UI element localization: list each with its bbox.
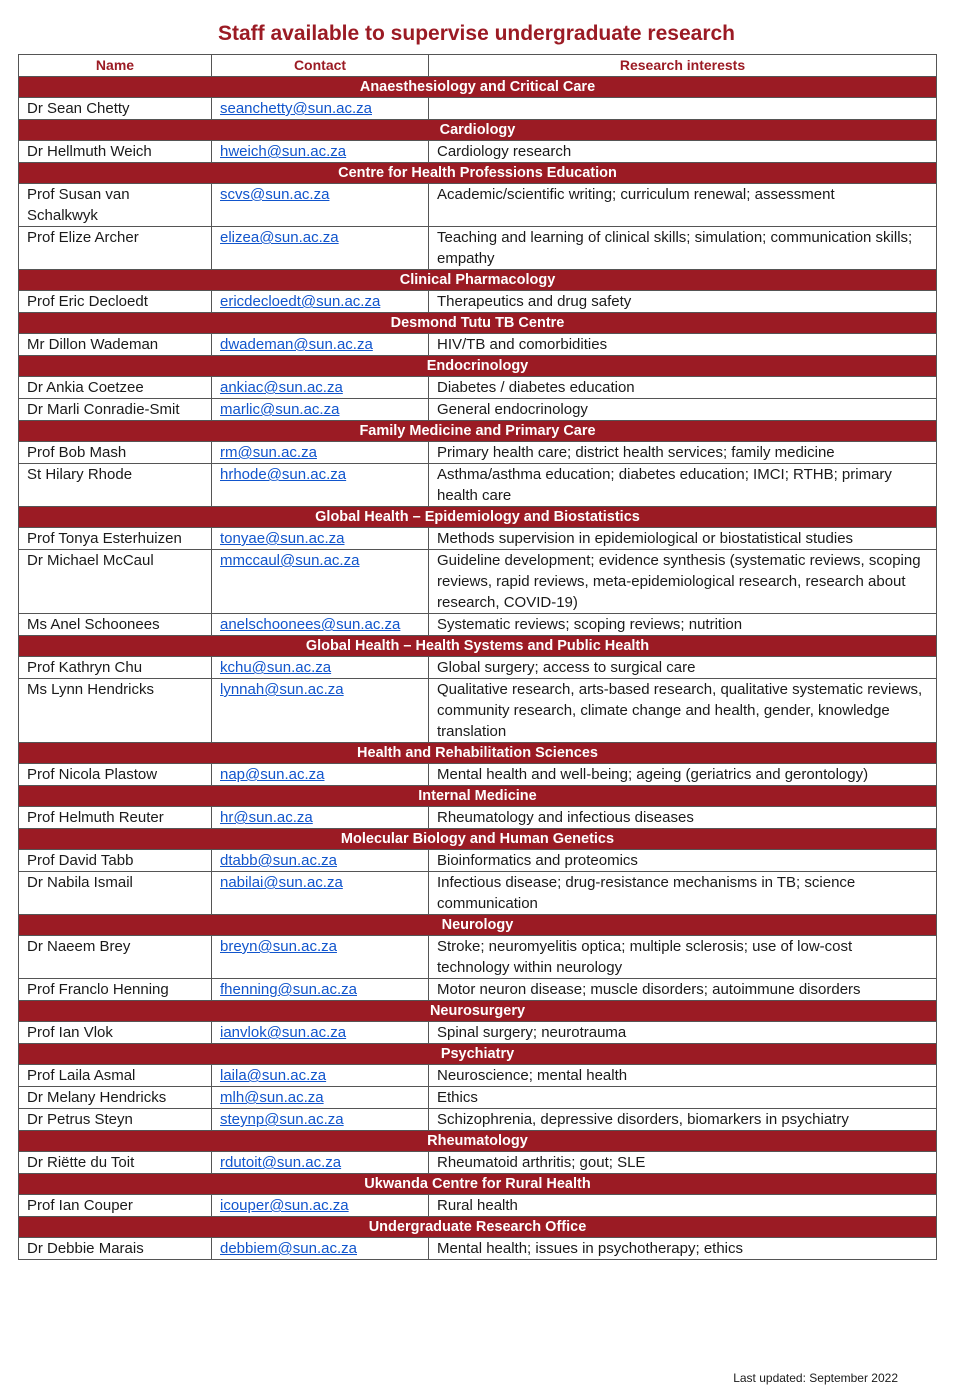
section-row <box>19 77 937 98</box>
section-row <box>19 507 937 528</box>
staff-table <box>18 54 937 1260</box>
research-interests: Diabetes / diabetes education <box>429 377 937 399</box>
staff-name: Dr Melany Hendricks <box>19 1087 212 1109</box>
header-interests: Research interests <box>429 55 937 77</box>
table-row <box>19 1087 937 1109</box>
staff-name: Prof Elize Archer <box>19 227 212 270</box>
research-interests: Rheumatology and infectious diseases <box>429 807 937 829</box>
staff-email-link[interactable]: mmccaul@sun.ac.za <box>212 550 429 614</box>
staff-email-link[interactable]: fhenning@sun.ac.za <box>212 979 429 1001</box>
section-row <box>19 915 937 936</box>
staff-name: Prof Ian Couper <box>19 1195 212 1217</box>
staff-email-link[interactable]: rdutoit@sun.ac.za <box>212 1152 429 1174</box>
staff-name: Dr Ankia Coetzee <box>19 377 212 399</box>
research-interests: Spinal surgery; neurotrauma <box>429 1022 937 1044</box>
section-row <box>19 1131 937 1152</box>
staff-name: Prof David Tabb <box>19 850 212 872</box>
research-interests: Ethics <box>429 1087 937 1109</box>
table-row <box>19 679 937 743</box>
research-interests: Systematic reviews; scoping reviews; nutrition <box>429 614 937 636</box>
section-row <box>19 356 937 377</box>
staff-email-link[interactable]: scvs@sun.ac.za <box>212 184 429 227</box>
research-interests: Rheumatoid arthritis; gout; SLE <box>429 1152 937 1174</box>
table-row <box>19 227 937 270</box>
section-row <box>19 636 937 657</box>
research-interests: Infectious disease; drug-resistance mechanisms in TB; science communication <box>429 872 937 915</box>
staff-email-link[interactable]: lynnah@sun.ac.za <box>212 679 429 743</box>
section-heading: Global Health – Health Systems and Public Health <box>19 636 937 657</box>
research-interests: HIV/TB and comorbidities <box>429 334 937 356</box>
staff-email-link[interactable]: hrhode@sun.ac.za <box>212 464 429 507</box>
table-row <box>19 1195 937 1217</box>
table-row <box>19 764 937 786</box>
staff-name: Dr Sean Chetty <box>19 98 212 120</box>
staff-name: Dr Michael McCaul <box>19 550 212 614</box>
table-row <box>19 98 937 120</box>
section-heading: Undergraduate Research Office <box>19 1217 937 1238</box>
staff-email-link[interactable]: ericdecloedt@sun.ac.za <box>212 291 429 313</box>
staff-name: Dr Riëtte du Toit <box>19 1152 212 1174</box>
research-interests: Qualitative research, arts-based research, qualitative systematic reviews, community research, climate change and health, gender, knowledge translation <box>429 679 937 743</box>
staff-email-link[interactable]: dwademan@sun.ac.za <box>212 334 429 356</box>
staff-name: Prof Laila Asmal <box>19 1065 212 1087</box>
research-interests <box>429 98 937 120</box>
section-heading: Rheumatology <box>19 1131 937 1152</box>
staff-email-link[interactable]: nap@sun.ac.za <box>212 764 429 786</box>
section-heading: Cardiology <box>19 120 937 141</box>
research-interests: Teaching and learning of clinical skills; simulation; communication skills; empathy <box>429 227 937 270</box>
table-row <box>19 464 937 507</box>
table-row <box>19 334 937 356</box>
header-contact: Contact <box>212 55 429 77</box>
research-interests: Bioinformatics and proteomics <box>429 850 937 872</box>
table-row <box>19 657 937 679</box>
staff-email-link[interactable]: breyn@sun.ac.za <box>212 936 429 979</box>
section-row <box>19 270 937 291</box>
staff-email-link[interactable]: elizea@sun.ac.za <box>212 227 429 270</box>
staff-name: Dr Debbie Marais <box>19 1238 212 1260</box>
table-row <box>19 936 937 979</box>
last-updated: Last updated: September 2022 <box>733 1371 898 1385</box>
staff-name: Dr Petrus Steyn <box>19 1109 212 1131</box>
page-title: Staff available to supervise undergraduate research <box>217 22 736 45</box>
research-interests: Mental health; issues in psychotherapy; ethics <box>429 1238 937 1260</box>
table-row <box>19 1238 937 1260</box>
research-interests: Therapeutics and drug safety <box>429 291 937 313</box>
table-row <box>19 141 937 163</box>
staff-email-link[interactable]: seanchetty@sun.ac.za <box>212 98 429 120</box>
section-heading: Centre for Health Professions Education <box>19 163 937 184</box>
staff-email-link[interactable]: icouper@sun.ac.za <box>212 1195 429 1217</box>
table-header <box>19 55 937 77</box>
table-row <box>19 872 937 915</box>
table-row <box>19 1152 937 1174</box>
table-body <box>19 77 937 1260</box>
staff-email-link[interactable]: ankiac@sun.ac.za <box>212 377 429 399</box>
section-row <box>19 1001 937 1022</box>
staff-email-link[interactable]: dtabb@sun.ac.za <box>212 850 429 872</box>
section-row <box>19 120 937 141</box>
section-heading: Neurology <box>19 915 937 936</box>
research-interests: Mental health and well-being; ageing (geriatrics and gerontology) <box>429 764 937 786</box>
header-row <box>19 55 937 77</box>
table-row <box>19 528 937 550</box>
section-heading: Endocrinology <box>19 356 937 377</box>
staff-name: Prof Eric Decloedt <box>19 291 212 313</box>
staff-name: Ms Anel Schoonees <box>19 614 212 636</box>
header-name: Name <box>19 55 212 77</box>
section-row <box>19 313 937 334</box>
section-row <box>19 163 937 184</box>
staff-email-link[interactable]: steynp@sun.ac.za <box>212 1109 429 1131</box>
section-heading: Global Health – Epidemiology and Biostatistics <box>19 507 937 528</box>
research-interests: Primary health care; district health services; family medicine <box>429 442 937 464</box>
staff-email-link[interactable]: mlh@sun.ac.za <box>212 1087 429 1109</box>
staff-email-link[interactable]: marlic@sun.ac.za <box>212 399 429 421</box>
table-row <box>19 291 937 313</box>
section-row <box>19 786 937 807</box>
section-row <box>19 829 937 850</box>
section-row <box>19 743 937 764</box>
section-heading: Anaesthesiology and Critical Care <box>19 77 937 98</box>
staff-name: St Hilary Rhode <box>19 464 212 507</box>
section-heading: Family Medicine and Primary Care <box>19 421 937 442</box>
research-interests: General endocrinology <box>429 399 937 421</box>
section-heading: Desmond Tutu TB Centre <box>19 313 937 334</box>
table-row <box>19 1109 937 1131</box>
staff-name: Prof Tonya Esterhuizen <box>19 528 212 550</box>
research-interests: Guideline development; evidence synthesis (systematic reviews, scoping reviews, rapid reviews, meta-epidemiological research, research about research, COVID-19) <box>429 550 937 614</box>
staff-name: Mr Dillon Wademan <box>19 334 212 356</box>
research-interests: Academic/scientific writing; curriculum renewal; assessment <box>429 184 937 227</box>
staff-email-link[interactable]: tonyae@sun.ac.za <box>212 528 429 550</box>
section-heading: Ukwanda Centre for Rural Health <box>19 1174 937 1195</box>
staff-email-link[interactable]: hweich@sun.ac.za <box>212 141 429 163</box>
research-interests: Neuroscience; mental health <box>429 1065 937 1087</box>
research-interests: Asthma/asthma education; diabetes education; IMCI; RTHB; primary health care <box>429 464 937 507</box>
section-heading: Health and Rehabilitation Sciences <box>19 743 937 764</box>
research-interests: Methods supervision in epidemiological or biostatistical studies <box>429 528 937 550</box>
table-row <box>19 807 937 829</box>
table-row <box>19 1065 937 1087</box>
section-heading: Molecular Biology and Human Genetics <box>19 829 937 850</box>
table-row <box>19 614 937 636</box>
staff-email-link[interactable]: nabilai@sun.ac.za <box>212 872 429 915</box>
staff-email-link[interactable]: kchu@sun.ac.za <box>212 657 429 679</box>
staff-name: Ms Lynn Hendricks <box>19 679 212 743</box>
section-row <box>19 421 937 442</box>
staff-name: Dr Marli Conradie-Smit <box>19 399 212 421</box>
section-heading: Clinical Pharmacology <box>19 270 937 291</box>
research-interests: Schizophrenia, depressive disorders, biomarkers in psychiatry <box>429 1109 937 1131</box>
research-interests: Stroke; neuromyelitis optica; multiple sclerosis; use of low-cost technology within neurology <box>429 936 937 979</box>
research-interests: Cardiology research <box>429 141 937 163</box>
section-heading: Neurosurgery <box>19 1001 937 1022</box>
staff-name: Prof Kathryn Chu <box>19 657 212 679</box>
staff-name: Prof Nicola Plastow <box>19 764 212 786</box>
research-interests: Global surgery; access to surgical care <box>429 657 937 679</box>
table-row <box>19 399 937 421</box>
table-row <box>19 850 937 872</box>
staff-name: Dr Naeem Brey <box>19 936 212 979</box>
table-row <box>19 550 937 614</box>
section-row <box>19 1174 937 1195</box>
section-row <box>19 1044 937 1065</box>
table-row <box>19 1022 937 1044</box>
staff-name: Prof Ian Vlok <box>19 1022 212 1044</box>
staff-name: Prof Susan van Schalkwyk <box>19 184 212 227</box>
table-row <box>19 979 937 1001</box>
staff-name: Prof Helmuth Reuter <box>19 807 212 829</box>
table-row <box>19 184 937 227</box>
staff-name: Dr Hellmuth Weich <box>19 141 212 163</box>
staff-name: Dr Nabila Ismail <box>19 872 212 915</box>
staff-email-link[interactable]: hr@sun.ac.za <box>212 807 429 829</box>
section-heading: Psychiatry <box>19 1044 937 1065</box>
research-interests: Motor neuron disease; muscle disorders; autoimmune disorders <box>429 979 937 1001</box>
section-row <box>19 1217 937 1238</box>
staff-name: Prof Bob Mash <box>19 442 212 464</box>
staff-email-link[interactable]: rm@sun.ac.za <box>212 442 429 464</box>
staff-name: Prof Franclo Henning <box>19 979 212 1001</box>
table-row <box>19 377 937 399</box>
section-heading: Internal Medicine <box>19 786 937 807</box>
staff-email-link[interactable]: debbiem@sun.ac.za <box>212 1238 429 1260</box>
research-interests: Rural health <box>429 1195 937 1217</box>
staff-email-link[interactable]: anelschoonees@sun.ac.za <box>212 614 429 636</box>
staff-email-link[interactable]: ianvlok@sun.ac.za <box>212 1022 429 1044</box>
table-row <box>19 442 937 464</box>
staff-email-link[interactable]: laila@sun.ac.za <box>212 1065 429 1087</box>
